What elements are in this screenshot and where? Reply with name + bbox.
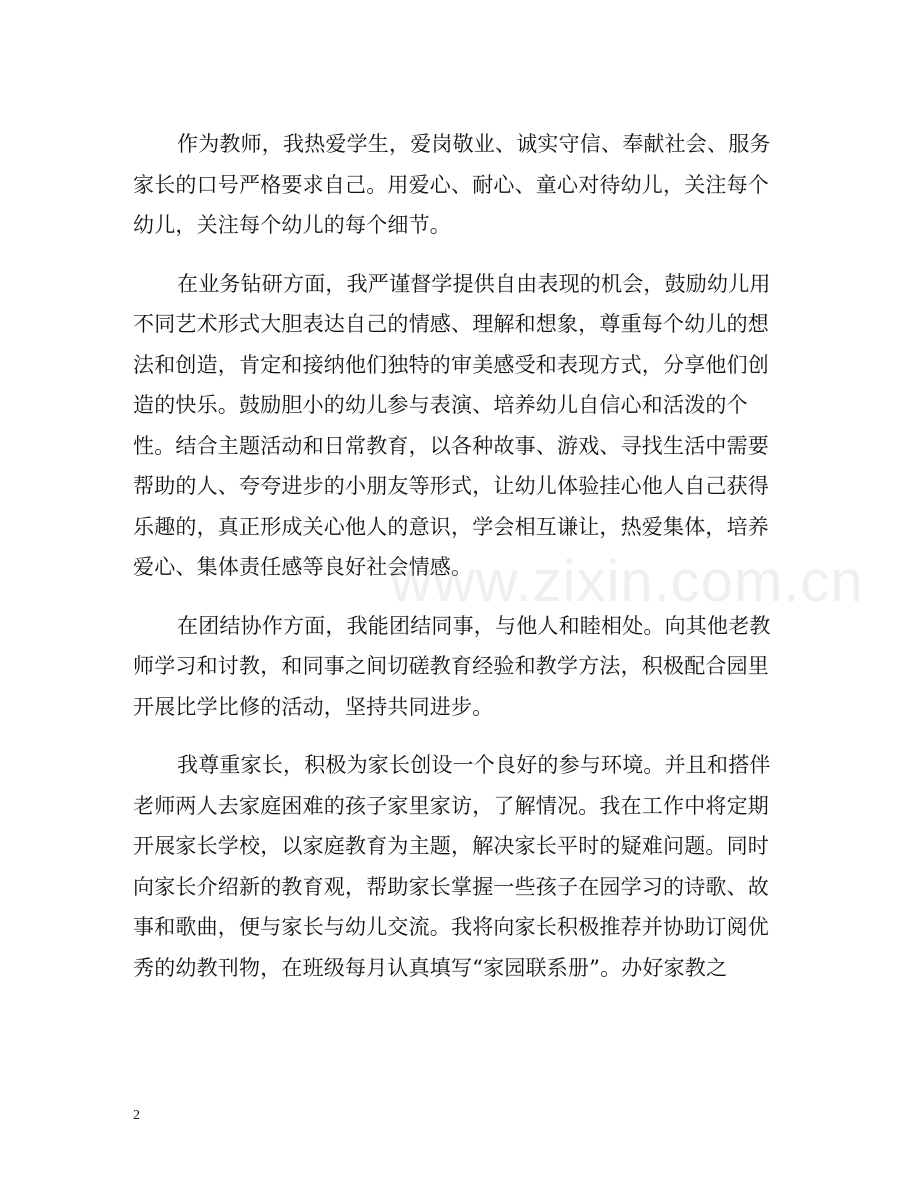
text-line: 性。结合主题活动和日常教育，以各种故事、游戏、寻找生活中需要: [133, 433, 769, 458]
watermark: www.zixin.com.cn: [390, 549, 864, 614]
document-body: [133, 124, 783, 1006]
text-line: 在业务钻研方面，我严谨督学提供自由表现的机会，鼓励幼儿用: [177, 271, 771, 296]
text-line: 在团结协作方面，我能团结同事，与他人和睦相处。向其他老教: [177, 613, 771, 638]
paragraph-teacher-ethics: [133, 124, 783, 246]
text-line: 秀的幼教刊物，在班级每月认真填写“家园联系册”。办好家教之: [133, 955, 728, 980]
text-line: 法和创造，肯定和接纳他们独特的审美感受和表现方式，分享他们创: [133, 352, 769, 377]
text-line: 家长的口号严格要求自己。用爱心、耐心、童心对待幼儿，关注每个: [133, 172, 769, 197]
text-line: 作为教师，我热爱学生，爱岗敬业、诚实守信、奉献社会、服务: [177, 132, 771, 156]
paragraph-professional-study: [133, 264, 783, 588]
text-line: 开展比学比修的活动，坚持共同进步。: [133, 694, 494, 719]
paragraph-parents: [133, 745, 783, 988]
text-line: 老师两人去家庭困难的孩子家里家访，了解情况。我在工作中将定期: [133, 793, 769, 818]
text-line: 爱心、集体责任感等良好社会情感。: [133, 555, 473, 579]
text-line: 开展家长学校，以家庭教育为主题，解决家长平时的疑难问题。同时: [133, 834, 769, 858]
text-line: 向家长介绍新的教育观，帮助家长掌握一些孩子在园学习的诗歌、故: [133, 874, 769, 899]
page-number: 2: [133, 1108, 140, 1123]
paragraph-teamwork: [133, 606, 783, 728]
text-line: 师学习和讨教，和同事之间切磋教育经验和教学方法，积极配合园里: [133, 654, 769, 678]
text-line: 我尊重家长，积极为家长创设一个良好的参与环境。并且和搭伴: [177, 753, 771, 777]
text-line: 帮助的人、夸夸进步的小朋友等形式，让幼儿体验挂心他人自己获得: [133, 474, 769, 498]
text-line: 不同艺术形式大胆表达自己的情感、理解和想象，尊重每个幼儿的想: [133, 312, 769, 336]
text-line: 造的快乐。鼓励胆小的幼儿参与表演、培养幼儿自信心和活泼的个: [133, 393, 748, 417]
text-line: 事和歌曲，便与家长与幼儿交流。我将向家长积极推荐并协助订阅优: [133, 915, 769, 939]
text-line: 幼儿，关注每个幼儿的每个细节。: [133, 213, 451, 237]
text-line: 乐趣的，真正形成关心他人的意识，学会相互谦让，热爱集体，培养: [133, 514, 769, 539]
